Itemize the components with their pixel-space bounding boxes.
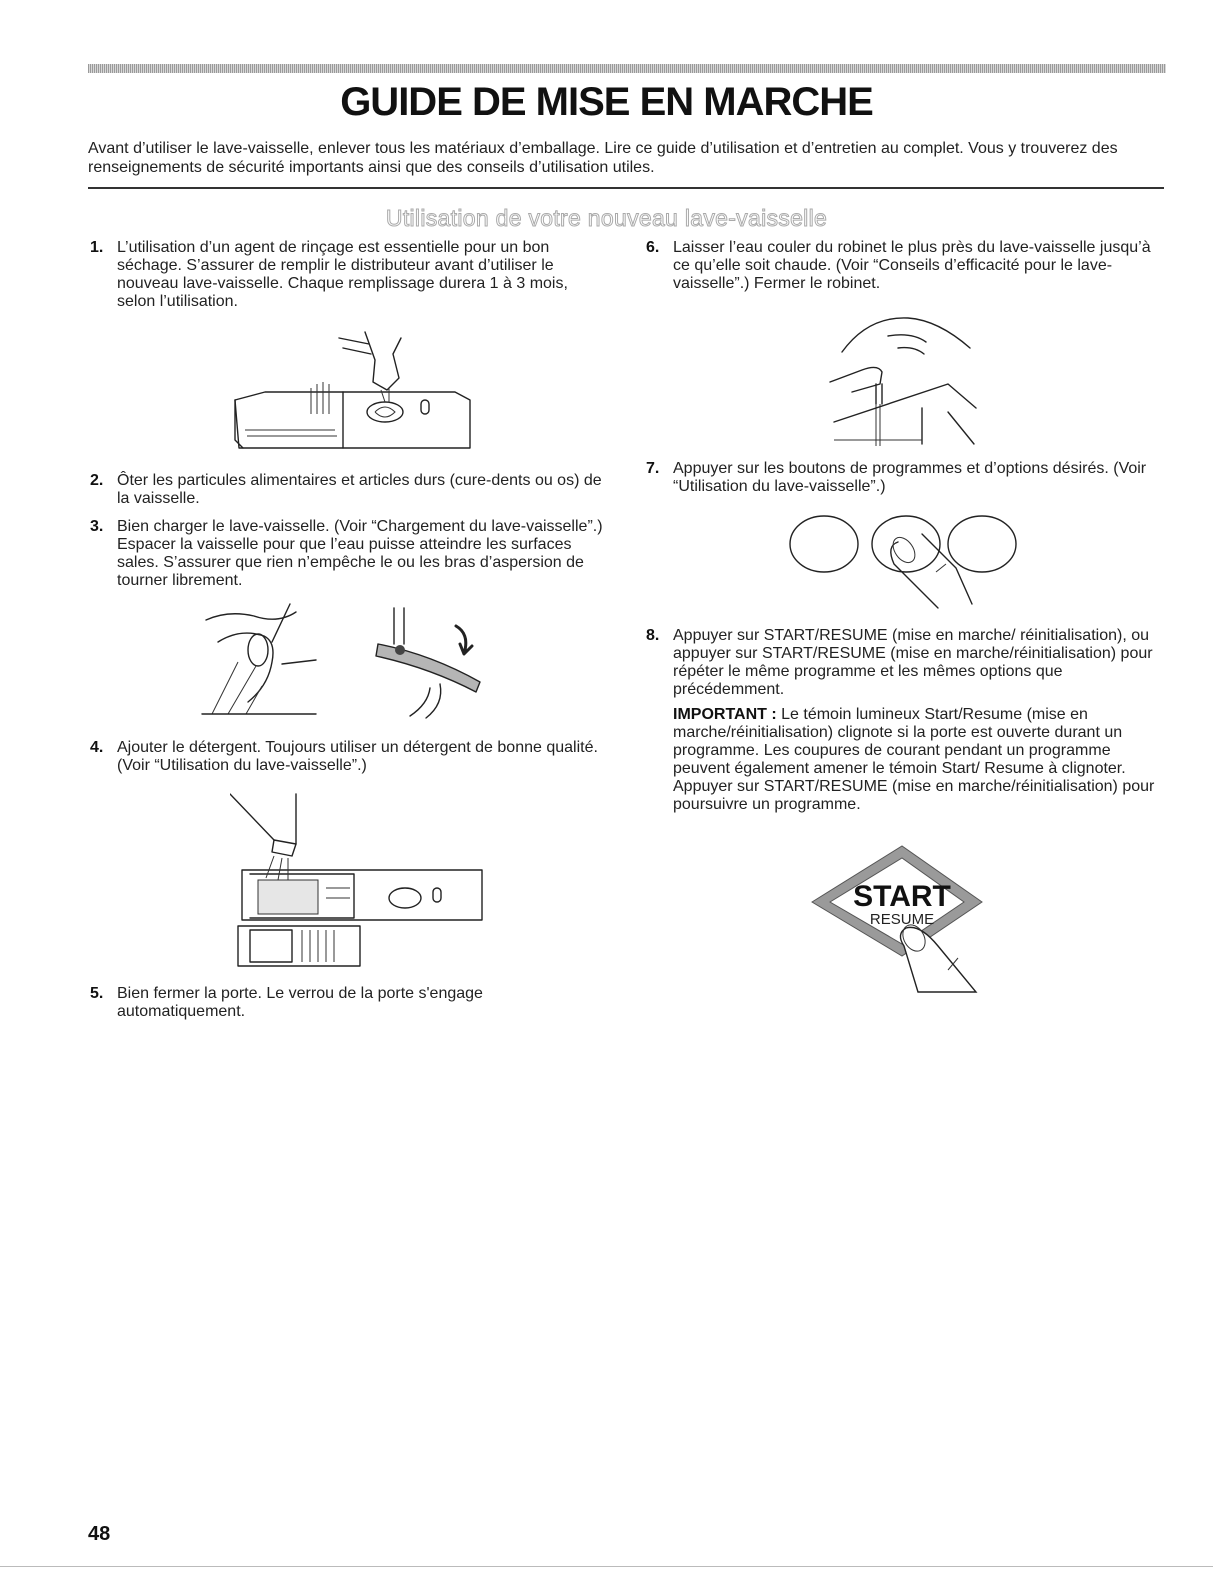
step-number: 1. — [90, 239, 104, 256]
step-number: 5. — [90, 985, 104, 1002]
step-text: Appuyer sur les boutons de programmes et d’options désirés. (Voir “Utilisation du lave-vaisselle”.) — [673, 460, 1147, 495]
step-number: 2. — [90, 472, 104, 489]
step-number: 8. — [646, 627, 660, 644]
step-6 — [646, 239, 1163, 293]
page-number: 48 — [88, 1523, 111, 1545]
step-number: 4. — [90, 739, 104, 756]
spray-arm-illustration — [370, 604, 485, 722]
rinse-aid-dispenser-illustration — [225, 330, 475, 455]
step-text: L’utilisation d’un agent de rinçage est essentielle pour un bon séchage. S’assurer de remplir le distributeur avant d’utiliser le nouveau lave-vaisselle. Chaque remplissage durera 1 à 3 mois, selon l’utilisation. — [117, 239, 568, 310]
detergent-dispenser-illustration — [230, 790, 490, 970]
step-text: Ajouter le détergent. Toujours utiliser un détergent de bonne qualité. (Voir “Utilisation du lave-vaisselle”.) — [117, 739, 598, 774]
step-text: Laisser l’eau couler du robinet le plus près du lave-vaisselle jusqu’à ce qu’elle soit chaude. (Voir “Conseils d’efficacité pour le lave-vaisselle”.) Fermer le robinet. — [673, 239, 1151, 292]
step-text: Bien charger le lave-vaisselle. (Voir “Chargement du lave-vaisselle”.) Espacer la vaisselle pour que l’eau puisse atteindre les surfaces sales. S’assurer que rien n’empêche le ou les bras d’aspersion de tourner librement. — [117, 518, 603, 589]
intro-paragraph: Avant d’utiliser le lave-vaisselle, enlever tous les matériaux d’emballage. Lire ce guide d’utilisation et d’entretien au complet. Vous y trouverez des renseignements de sécurité importants ainsi que des conseils d’utilisation utiles. — [88, 140, 1118, 176]
important-label: IMPORTANT : — [673, 706, 777, 723]
step-number: 3. — [90, 518, 104, 535]
step-number: 6. — [646, 239, 660, 256]
important-text: Le témoin lumineux Start/Resume (mise en marche/réinitialisation) clignote si la porte est ouverte durant un programme. Les coupures de courant pendant un programme peuvent également amener le témoin Start/ Resume à clignoter. Appuyer sur START/RESUME (mise en marche/réinitialisation) pour poursuivre un programme. — [673, 706, 1155, 813]
step-text: Appuyer sur START/RESUME (mise en marche/ réinitialisation), ou appuyer sur START/RESUME (mise en marche/réinitialisation) pour répéter le même programme et les mêmes options que précédemment. — [673, 627, 1153, 698]
page-title: GUIDE DE MISE EN MARCHE — [340, 80, 873, 124]
step-3 — [90, 518, 607, 590]
step-4 — [90, 739, 607, 775]
start-resume-button-illustration — [808, 842, 988, 1002]
start-label: START — [853, 880, 951, 913]
section-title: Utilisation de votre nouveau lave-vaisselle — [385, 205, 828, 231]
hand-loading-dishes-illustration — [198, 602, 328, 720]
header-divider — [88, 187, 1164, 189]
important-note — [673, 706, 1163, 814]
step-text: Ôter les particules alimentaires et articles durs (cure-dents ou os) de la vaisselle. — [117, 472, 602, 507]
step-5 — [90, 985, 607, 1021]
step-number: 7. — [646, 460, 660, 477]
header-rule-top — [88, 64, 1166, 73]
step-7 — [646, 460, 1163, 496]
option-buttons-illustration — [786, 512, 1026, 612]
faucet-illustration — [828, 312, 978, 450]
step-text: Bien fermer la porte. Le verrou de la porte s'engage automatiquement. — [117, 985, 483, 1020]
step-8 — [646, 627, 1163, 814]
step-2 — [90, 472, 607, 508]
footer-rule — [0, 1566, 1213, 1567]
resume-label: RESUME — [869, 911, 935, 928]
step-1 — [90, 239, 607, 311]
